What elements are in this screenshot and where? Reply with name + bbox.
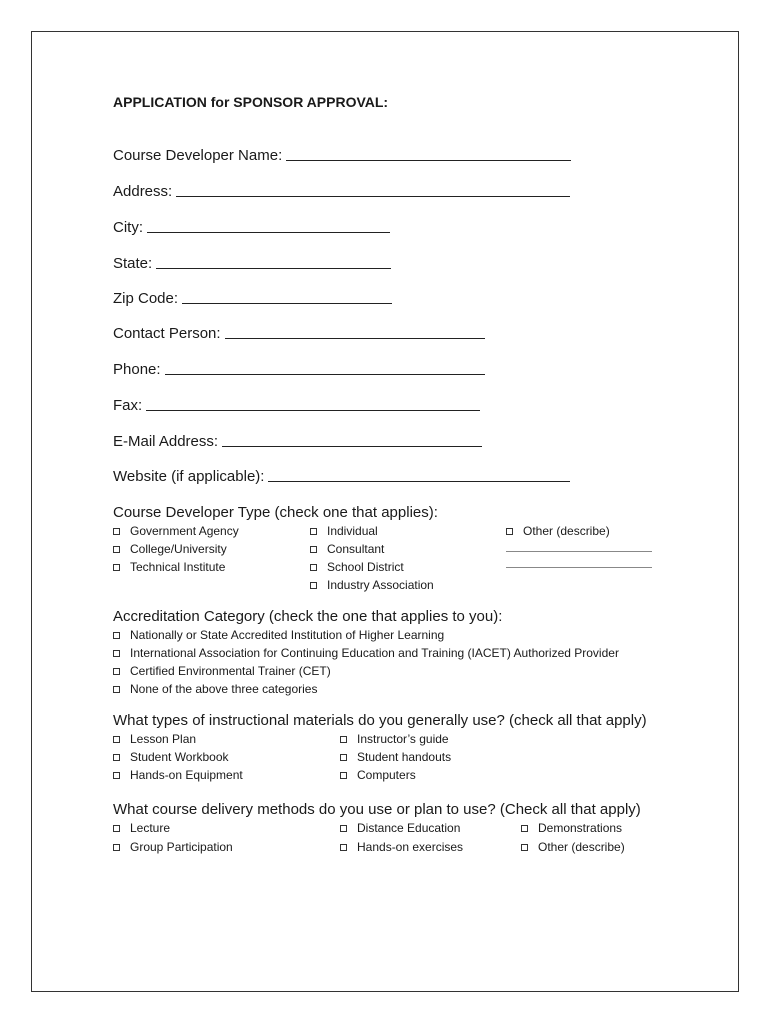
checkbox[interactable] [340, 772, 347, 779]
checkbox[interactable] [113, 825, 120, 832]
option-lesson-plan[interactable] [113, 732, 196, 746]
field-label: Website (if applicable): [113, 468, 265, 485]
checkbox[interactable] [521, 825, 528, 832]
checkbox[interactable] [340, 825, 347, 832]
checkbox[interactable] [113, 564, 120, 571]
other-describe-line-2[interactable] [506, 567, 652, 568]
checkbox[interactable] [113, 844, 120, 851]
option-lecture[interactable] [113, 821, 170, 835]
checkbox[interactable] [310, 528, 317, 535]
option-label: College/University [130, 542, 227, 556]
form-title: APPLICATION for SPONSOR APPROVAL: [113, 94, 389, 110]
input-line[interactable] [268, 480, 570, 482]
option-student-workbook[interactable] [113, 750, 229, 764]
other-describe-line-1[interactable] [506, 551, 652, 552]
option-label: Other (describe) [523, 524, 610, 538]
option-cet[interactable] [113, 664, 331, 678]
option-label: Technical Institute [130, 560, 226, 574]
option-label: Lesson Plan [130, 732, 197, 746]
checkbox[interactable] [310, 546, 317, 553]
option-label: Industry Association [327, 578, 434, 592]
option-iacet-provider[interactable] [113, 646, 619, 660]
input-line[interactable] [286, 159, 571, 161]
state-field[interactable] [113, 255, 391, 272]
field-label: Contact Person: [113, 325, 221, 342]
option-group-participation[interactable] [113, 840, 233, 854]
checkbox[interactable] [113, 546, 120, 553]
option-instructors-guide[interactable] [340, 732, 449, 746]
zip-code-field[interactable] [113, 290, 392, 307]
checkbox[interactable] [521, 844, 528, 851]
email-address-field[interactable] [113, 433, 482, 450]
option-college-university[interactable] [113, 542, 227, 556]
option-demonstrations[interactable] [521, 821, 622, 835]
option-government-agency[interactable] [113, 524, 239, 538]
checkbox[interactable] [113, 686, 120, 693]
checkbox[interactable] [506, 528, 513, 535]
input-line[interactable] [182, 302, 392, 304]
checkbox[interactable] [310, 582, 317, 589]
field-label: Zip Code: [113, 290, 179, 307]
option-label: Instructor’s guide [357, 732, 449, 746]
checkbox[interactable] [113, 528, 120, 535]
input-line[interactable] [165, 373, 485, 375]
option-label: Hands-on Equipment [130, 768, 243, 782]
option-label: Student Workbook [130, 750, 229, 764]
option-other-describe[interactable] [521, 840, 625, 854]
field-label: E-Mail Address: [113, 433, 219, 450]
option-label: Computers [357, 768, 416, 782]
accreditation-heading: Accreditation Category (check the one that applies to you): [113, 608, 503, 625]
option-school-district[interactable] [310, 560, 404, 574]
checkbox[interactable] [340, 844, 347, 851]
input-line[interactable] [222, 445, 482, 447]
option-label: Individual [327, 524, 378, 538]
option-label: Demonstrations [538, 821, 623, 835]
checkbox[interactable] [113, 650, 120, 657]
option-label: Group Participation [130, 840, 233, 854]
checkbox[interactable] [340, 736, 347, 743]
option-label: Student handouts [357, 750, 452, 764]
option-label: Nationally or State Accredited Institution of Higher Learning [130, 628, 445, 642]
option-computers[interactable] [340, 768, 416, 782]
option-distance-education[interactable] [340, 821, 460, 835]
field-label: Course Developer Name: [113, 147, 283, 164]
field-label: Phone: [113, 361, 161, 378]
option-hands-on-equipment[interactable] [113, 768, 243, 782]
field-label: Fax: [113, 397, 143, 414]
delivery-heading: What course delivery methods do you use or plan to use? (Check all that apply) [113, 801, 641, 818]
option-label: Consultant [327, 542, 385, 556]
option-industry-association[interactable] [310, 578, 434, 592]
option-label: School District [327, 560, 404, 574]
checkbox[interactable] [310, 564, 317, 571]
phone-field[interactable] [113, 361, 485, 378]
option-label: Distance Education [357, 821, 461, 835]
field-label: City: [113, 219, 143, 236]
option-student-handouts[interactable] [340, 750, 451, 764]
website-field[interactable] [113, 468, 570, 485]
field-label: State: [113, 255, 153, 272]
option-accredited-institution[interactable] [113, 628, 444, 642]
option-label: Government Agency [130, 524, 239, 538]
option-consultant[interactable] [310, 542, 384, 556]
checkbox[interactable] [113, 736, 120, 743]
checkbox[interactable] [113, 772, 120, 779]
contact-person-field[interactable] [113, 325, 485, 342]
input-line[interactable] [225, 337, 485, 339]
address-field[interactable] [113, 183, 570, 200]
option-label: Hands-on exercises [357, 840, 464, 854]
option-other[interactable] [506, 524, 610, 538]
city-field[interactable] [113, 219, 390, 236]
course-developer-name-field[interactable] [113, 147, 571, 164]
option-hands-on-exercises[interactable] [340, 840, 463, 854]
option-technical-institute[interactable] [113, 560, 225, 574]
option-none-of-above[interactable] [113, 682, 317, 696]
developer-type-heading: Course Developer Type (check one that applies): [113, 504, 438, 521]
input-line[interactable] [146, 409, 480, 411]
checkbox[interactable] [113, 632, 120, 639]
input-line[interactable] [156, 267, 391, 269]
input-line[interactable] [147, 231, 390, 233]
option-individual[interactable] [310, 524, 378, 538]
input-line[interactable] [176, 195, 570, 197]
checkbox[interactable] [340, 754, 347, 761]
field-label: Address: [113, 183, 173, 200]
option-label: Lecture [130, 821, 171, 835]
option-label: Certified Environmental Trainer (CET) [130, 664, 331, 678]
materials-heading: What types of instructional materials do you generally use? (check all that apply) [113, 712, 647, 729]
option-label: International Association for Continuing Education and Training (IACET) Authorized Provider [130, 646, 619, 660]
fax-field[interactable] [113, 397, 480, 414]
checkbox[interactable] [113, 668, 120, 675]
option-label: None of the above three categories [130, 682, 318, 696]
checkbox[interactable] [113, 754, 120, 761]
option-label: Other (describe) [538, 840, 625, 854]
